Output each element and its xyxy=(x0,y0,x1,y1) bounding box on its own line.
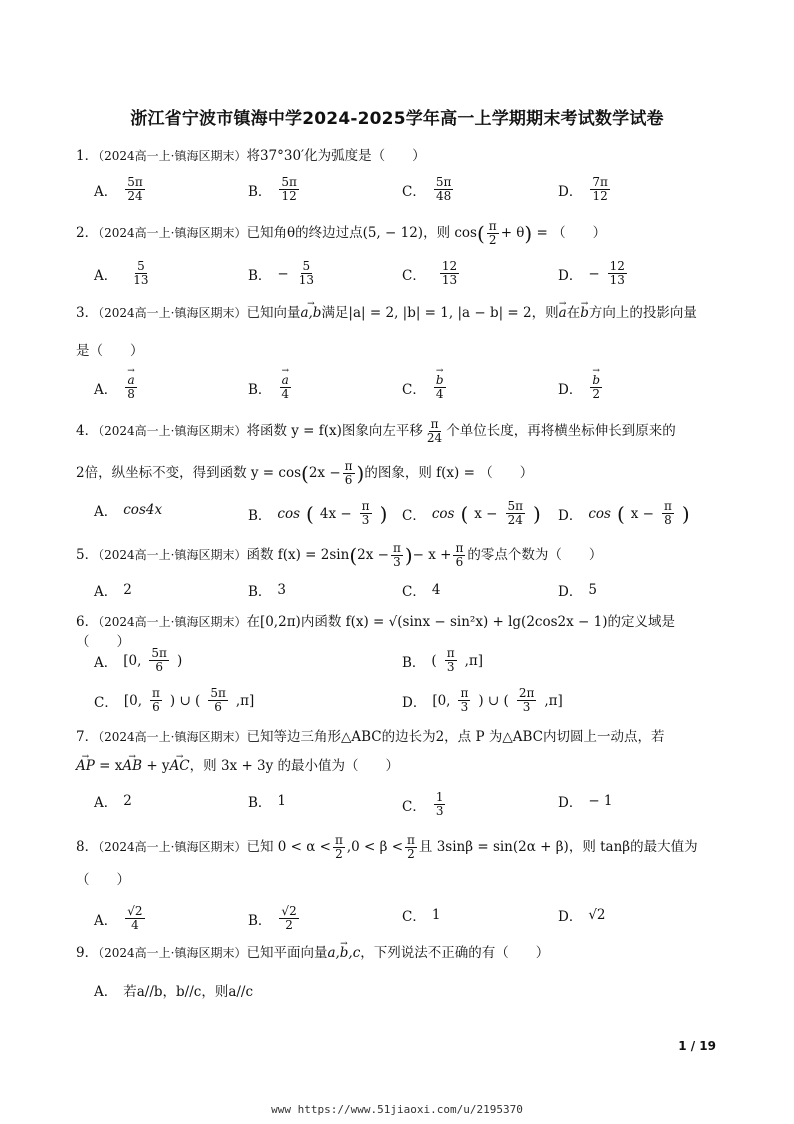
question-4-line2: 2倍，纵坐标不变，得到函数 y = cos(2x − $\frac{\pi}{6}$ )的图象，则 f(x) = （ ） xyxy=(76,459,534,487)
option-b[interactable]: B． cos ( 4x − $\frac{\pi}{3}$ ) xyxy=(248,499,388,527)
option-d[interactable]: D． cos ( x − $\frac{\pi}{8}$ ) xyxy=(558,499,690,527)
option-c[interactable]: C． 4 xyxy=(402,582,441,600)
question-4: 4．（2024高一上·镇海区期末）将函数 y = f(x)图象向左平移 $\frac{\pi}{24}$ 个单位长度，再将横坐标伸长到原来的 xyxy=(76,417,676,445)
option-b[interactable]: B． $\frac{5\pi}{12}$ xyxy=(248,175,297,203)
question-8-options xyxy=(94,905,714,935)
option-b[interactable]: B． ( $\frac{\pi}{3}$ ,π] xyxy=(402,646,484,674)
option-a[interactable]: A． 若a//b，b//c，则a//c xyxy=(94,984,254,1000)
question-5: 5．（2024高一上·镇海区期末）函数 f(x) = 2sin(2x − $\frac{\pi}{3}$ )− x + $\frac{\pi}{6}$ 的零点个数为（ ） xyxy=(76,541,603,569)
option-c[interactable]: C． $\frac{5\pi}{48}$ xyxy=(402,175,452,203)
footer-url[interactable]: www https://www.51jiaoxi.com/u/2195370 xyxy=(271,1103,523,1116)
option-c[interactable]: C． [0, $\frac{\pi}{6}$ ) ∪ ( $\frac{5\pi}{6}$ ,π] xyxy=(94,686,255,714)
question-6-options-row1 xyxy=(94,647,714,677)
question-9: 9．（2024高一上·镇海区期末）已知平面向量→ a,b,c，下列说法不正确的有（ ） xyxy=(76,943,721,963)
question-3-options xyxy=(94,374,714,404)
option-c[interactable]: C． → $\frac{b}{4}$ xyxy=(402,374,448,401)
option-b[interactable]: B． − $\frac{5}{13}$ xyxy=(248,259,315,287)
question-9-options xyxy=(94,980,714,1010)
question-8-line2: （ ） xyxy=(76,872,130,888)
page-number: 1 / 19 xyxy=(678,1039,716,1053)
option-a[interactable]: A． $\frac{√2}{4}$ xyxy=(94,904,143,932)
question-3-line2: 是（ ） xyxy=(76,343,144,359)
question-5-options xyxy=(94,580,714,610)
question-6: 6．（2024高一上·镇海区期末）在[0,2π)内函数 f(x) = √(sinx − sin²x) + lg(2cos2x − 1)的定义域是（ ） xyxy=(76,614,675,650)
option-d[interactable]: D． 5 xyxy=(558,582,597,600)
option-c[interactable]: C． $\frac{1}{3}$ xyxy=(402,790,444,818)
option-d[interactable]: D． → $\frac{b}{2}$ xyxy=(558,374,604,401)
option-a[interactable]: A． → $\frac{a}{8}$ xyxy=(94,374,139,401)
option-c[interactable]: C． cos ( x − $\frac{5\pi}{24}$ ) xyxy=(402,499,541,527)
option-d[interactable]: D． [0, $\frac{\pi}{3}$ ) ∪ ( $\frac{2\pi}{3}$ ,π] xyxy=(402,686,563,714)
option-a[interactable]: A． $\frac{5}{13}$ xyxy=(94,259,149,287)
option-c[interactable]: C． 1 xyxy=(402,907,441,925)
option-a[interactable]: A． cos4x xyxy=(94,502,163,520)
option-c[interactable]: C． $\frac{12}{13}$ xyxy=(402,259,458,287)
question-3: 3．（2024高一上·镇海区期末）已知向量→ a,b满足|a| = 2, |b| = 1, |a − b| = 2，则→ a在→ b方向上的投影向量 xyxy=(76,303,721,323)
question-1-options xyxy=(94,176,714,206)
question-number: 1． xyxy=(76,148,99,164)
question-7-options xyxy=(94,791,714,821)
option-d[interactable]: D． √2 xyxy=(558,907,606,925)
option-a[interactable]: A． [0, $\frac{5\pi}{6}$ ) xyxy=(94,646,183,674)
question-2-options xyxy=(94,260,714,290)
option-b[interactable]: B． 1 xyxy=(248,793,287,811)
option-d[interactable]: D． − 1 xyxy=(558,793,613,811)
option-a[interactable]: A． $\frac{5\pi}{24}$ xyxy=(94,175,143,203)
question-4-options xyxy=(94,500,714,530)
question-6-options-row2 xyxy=(94,687,714,717)
question-7: 7．（2024高一上·镇海区期末）已知等边三角形△ABC的边长为2，点 P 为△ABC内切圆上一动点，若 xyxy=(76,729,665,745)
question-7-line2: → AP = x→ AB + y→ AC，则 3x + 3y 的最小值为（ ） xyxy=(76,756,721,776)
option-d[interactable]: D． $\frac{7\pi}{12}$ xyxy=(558,175,608,203)
option-d[interactable]: D． − $\frac{12}{13}$ xyxy=(558,259,625,287)
option-a[interactable]: A． 2 xyxy=(94,582,132,600)
option-b[interactable]: B． $\frac{√2}{2}$ xyxy=(248,904,297,932)
option-a[interactable]: A． 2 xyxy=(94,793,132,811)
question-8: 8．（2024高一上·镇海区期末）已知 0 < α < $\frac{\pi}{2}$ ,0 < β < $\frac{\pi}{2}$ 且 3sinβ = sin(2α + β)，则 tanβ的最大值为 xyxy=(76,833,698,861)
page-title: 浙江省宁波市镇海中学2024-2025学年高一上学期期末考试数学试卷 xyxy=(130,109,664,129)
option-b[interactable]: B． → $\frac{a}{4}$ xyxy=(248,374,293,401)
question-text: 将37°30′化为弧度是（ ） xyxy=(246,148,426,164)
option-b[interactable]: B． 3 xyxy=(248,582,287,600)
source-tag: （2024高一上·镇海区期末） xyxy=(98,149,247,163)
question-1 xyxy=(76,146,721,166)
question-2: 2．（2024高一上·镇海区期末）已知角θ的终边过点(5, − 12)，则 cos( $\frac{\pi}{2}$ + θ) = （ ） xyxy=(76,219,607,247)
